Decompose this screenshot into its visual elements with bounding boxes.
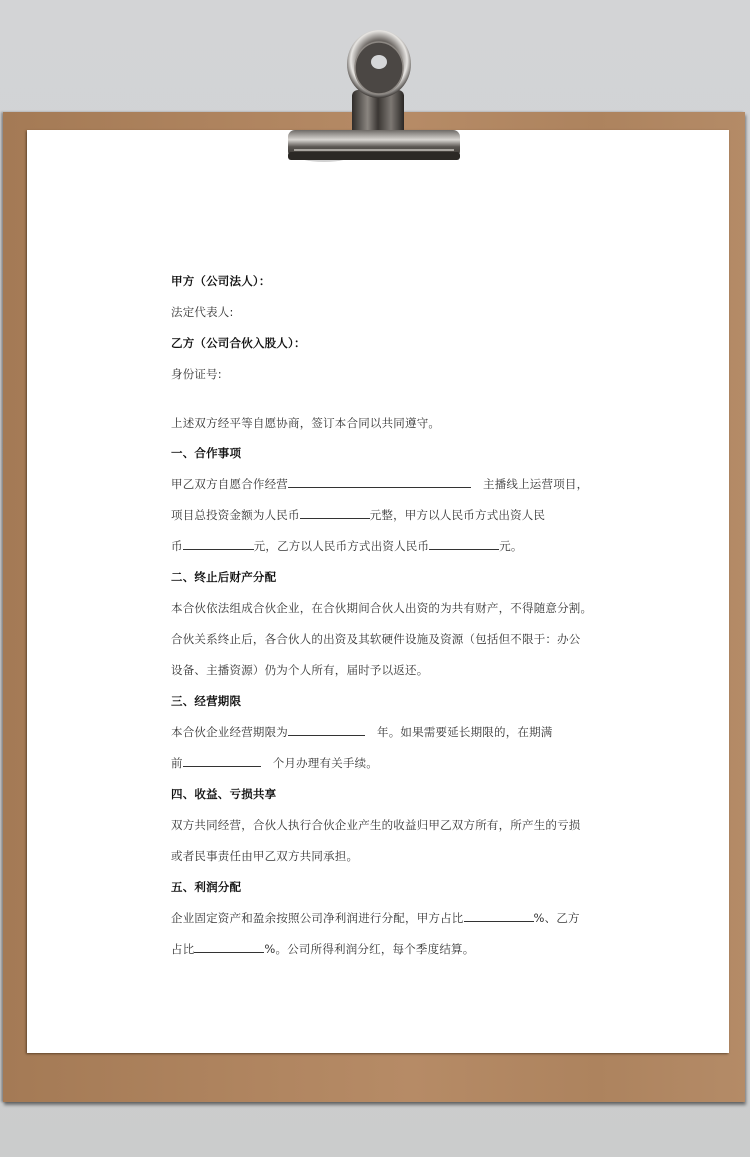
- blank-party-a-percent-field[interactable]: [464, 910, 534, 922]
- text: 本合伙企业经营期限为: [171, 725, 288, 739]
- section4-line1: 双方共同经营，合伙人执行合伙企业产生的收益归甲乙双方所有，所产生的亏损: [171, 818, 581, 832]
- text: 年。如果需要延长期限的，在期满: [377, 725, 553, 739]
- blank-party-b-percent-field[interactable]: [194, 941, 264, 953]
- section-title-profit-distribution: 五、利润分配: [171, 880, 242, 894]
- binder-clip-icon: [284, 22, 464, 172]
- text: 元整，甲方以人民币方式出资人民: [369, 508, 546, 522]
- section-title-profit-loss: 四、收益、亏损共享: [171, 787, 277, 801]
- blank-total-investment-field[interactable]: [300, 507, 370, 519]
- text: 占比: [171, 942, 195, 956]
- text: %、乙方: [533, 911, 580, 925]
- blank-months-field[interactable]: [183, 755, 261, 767]
- blank-business-field[interactable]: [288, 476, 471, 488]
- text: 元。: [499, 539, 523, 553]
- id-number-label: 身份证号:: [171, 367, 222, 381]
- section2-line1: 本合伙依法组成合伙企业，在合伙期间合伙人出资的为共有财产，不得随意分割。: [171, 601, 593, 615]
- text: 个月办理有关手续。: [272, 756, 379, 770]
- text: 企业固定资产和盈余按照公司净利润进行分配，甲方占比: [171, 911, 464, 925]
- section2-line2: 合伙关系终止后，各合伙人的出资及其软硬件设施及资源（包括但不限于：办公: [171, 632, 581, 646]
- section3-line1: [171, 724, 553, 740]
- section5-line1: [171, 910, 580, 926]
- text: 主播线上运营项目，: [483, 477, 589, 491]
- text: 币: [171, 539, 183, 553]
- section1-line2: [171, 507, 545, 523]
- legal-rep-label: 法定代表人:: [171, 305, 234, 319]
- section4-line2: 或者民事责任由甲乙双方共同承担。: [171, 849, 359, 863]
- preamble: 上述双方经平等自愿协商，签订本合同以共同遵守。: [171, 416, 441, 430]
- text: 前: [171, 756, 183, 770]
- blank-party-b-investment-field[interactable]: [429, 538, 499, 550]
- blank-term-years-field[interactable]: [288, 724, 365, 736]
- section1-line1: [171, 476, 588, 492]
- section1-line3: [171, 538, 523, 554]
- blank-party-a-investment-field[interactable]: [183, 538, 254, 550]
- party-b-label: 乙方（公司合伙入股人）：: [171, 336, 306, 350]
- section2-line3: 设备、主播资源）仍为个人所有，届时予以返还。: [171, 663, 429, 677]
- text: 元，乙方以人民币方式出资人民币: [253, 539, 430, 553]
- section5-line2: [171, 941, 474, 957]
- section-title-term: 三、经营期限: [171, 694, 242, 708]
- text: %。公司所得利润分红，每个季度结算。: [264, 942, 475, 956]
- party-a-label: 甲方（公司法人）：: [171, 274, 271, 288]
- section-title-cooperation: 一、合作事项: [171, 446, 242, 460]
- section3-line2: [171, 755, 378, 771]
- text: 项目总投资金额为人民币: [171, 508, 300, 522]
- section-title-property-distribution: 二、终止后财产分配: [171, 570, 277, 584]
- text: 甲乙双方自愿合作经营: [171, 477, 288, 491]
